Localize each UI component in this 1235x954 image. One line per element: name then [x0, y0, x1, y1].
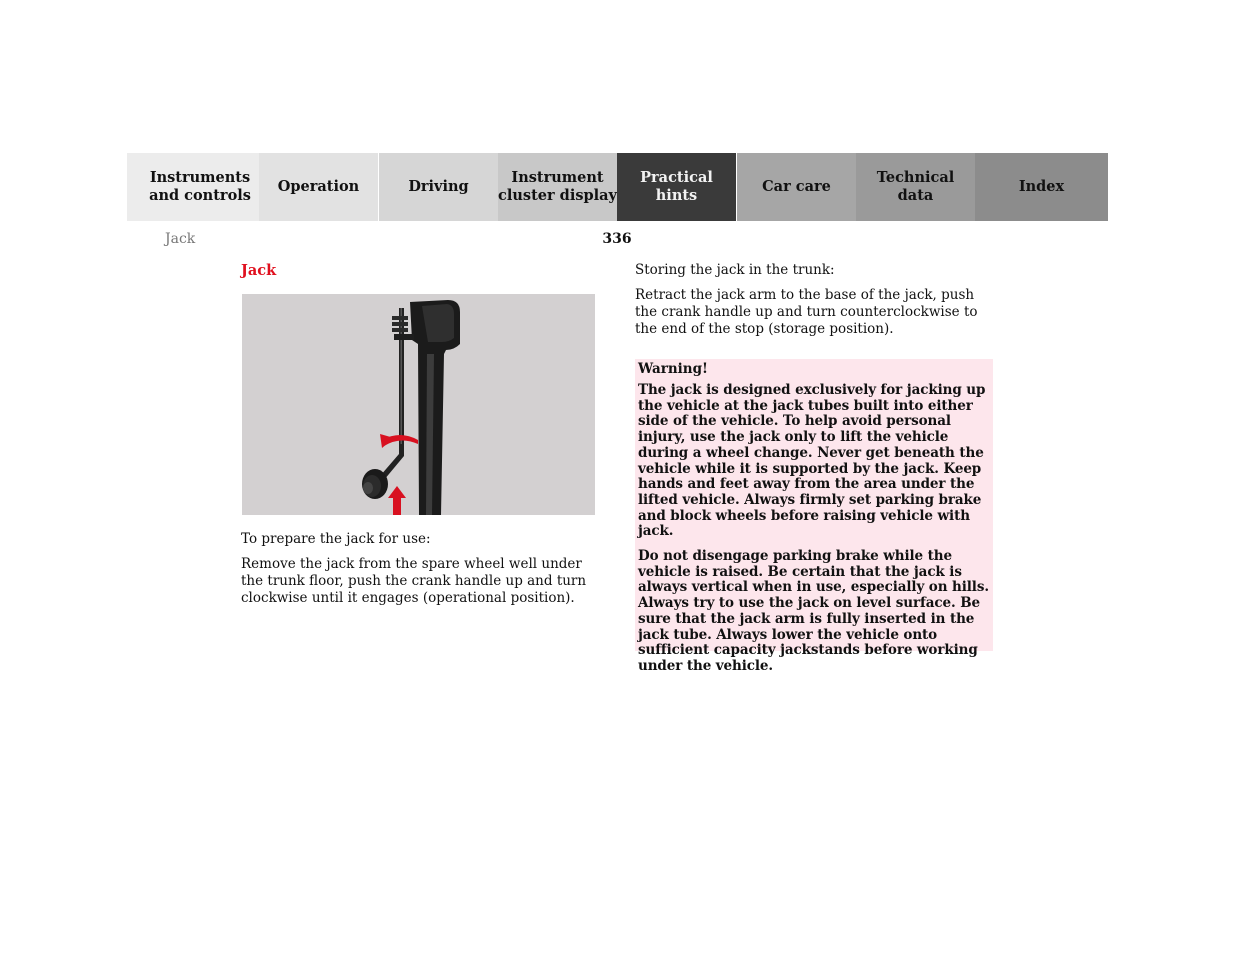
warning-text-1: The jack is designed exclusively for jacking up the vehicle at the jack tubes built into either side of the vehicle. To help avoid personal injury, use the jack only to lift the vehicle during a wheel change. Never get beneath the vehicle while it is supported by the jack. Keep hands and feet away from the area under the lifted vehicle. Always firmly set parking brake and block wheels before raising vehicle with jack.: [638, 382, 986, 540]
tab-practical-hints[interactable]: Practical hints: [617, 153, 737, 221]
tab-instruments-and-controls[interactable]: Instruments and controls: [127, 153, 259, 221]
jack-drawing: [242, 294, 595, 515]
tab-technical-data[interactable]: Technical data: [856, 153, 975, 221]
storing-instructions: Retract the jack arm to the base of the jack, push the crank handle up and turn counterclockwise to the end of the stop (storage position).: [635, 287, 978, 337]
warning-box: [635, 359, 993, 674]
section-label: Jack: [165, 231, 196, 247]
page-number: 336: [602, 231, 632, 247]
prepare-intro: To prepare the jack for use:: [241, 531, 431, 547]
prepare-instructions: Remove the jack from the spare wheel well under the trunk floor, push the crank handle up and turn clockwise until it engages (operational position).: [241, 556, 587, 606]
warning-title: Warning!: [638, 361, 708, 377]
nav-tabs: [127, 153, 1108, 221]
warning-text-2: Do not disengage parking brake while the vehicle is raised. Be certain that the jack is always vertical when in use, especially on hills. Always try to use the jack on level surface. Be sure that the jack arm is fully inserted in the jack tube. Always lower the vehicle onto sufficient capacity jackstands before working under the vehicle.: [638, 548, 989, 674]
tab-driving[interactable]: Driving: [379, 153, 498, 221]
jack-illustration: [242, 294, 595, 515]
page-title: Jack: [241, 262, 277, 279]
tab-operation[interactable]: Operation: [259, 153, 379, 221]
tab-index[interactable]: Index: [975, 153, 1108, 221]
tab-car-care[interactable]: Car care: [737, 153, 856, 221]
storing-intro: Storing the jack in the trunk:: [635, 262, 835, 278]
tab-instrument-cluster-display[interactable]: Instrument cluster display: [498, 153, 617, 221]
